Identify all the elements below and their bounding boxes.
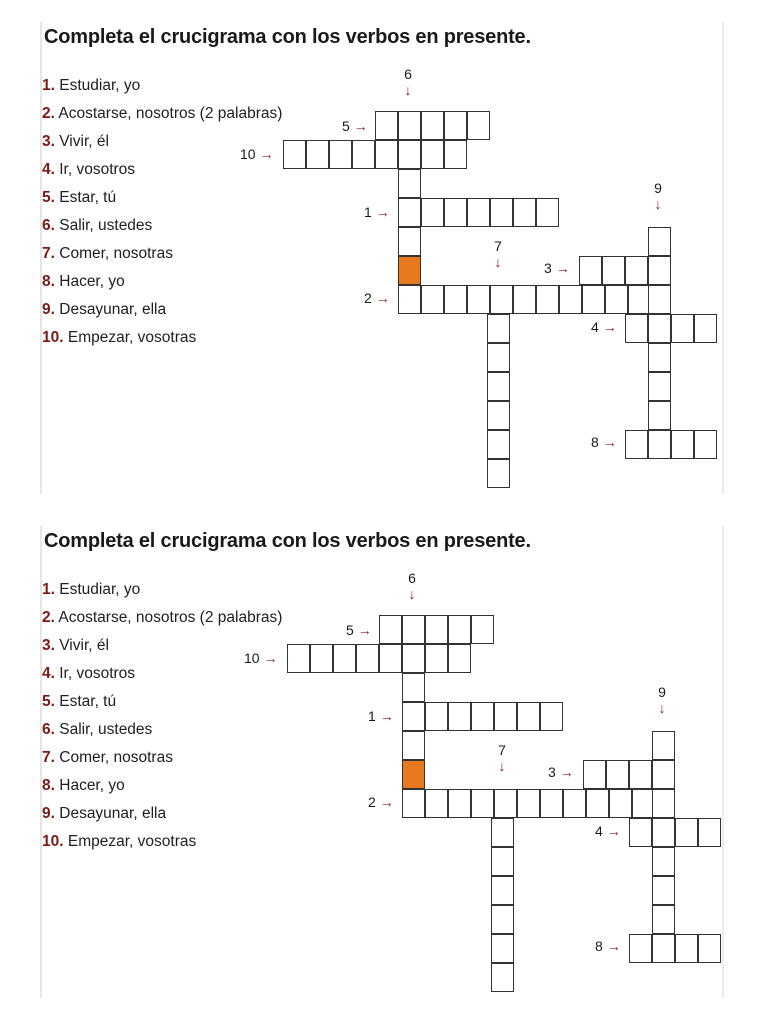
clue-item: [42, 158, 135, 182]
right-arrow-icon: →: [375, 204, 390, 220]
crossword-cell[interactable]: [559, 285, 582, 314]
crossword-cell[interactable]: [694, 430, 717, 459]
clue-7-label: 7 ↓: [491, 238, 505, 270]
clue-item: [42, 718, 152, 742]
crossword-cell[interactable]: [402, 615, 425, 644]
clue-item: [42, 102, 282, 126]
clue-number: 1.: [42, 77, 55, 94]
clue-text: Desayunar, ella: [59, 805, 167, 822]
crossword-cell[interactable]: [287, 644, 310, 673]
crossword-cell[interactable]: [448, 789, 471, 818]
crossword-cell[interactable]: [513, 285, 536, 314]
clue-7-label: 7 ↓: [495, 742, 509, 774]
crossword-cell[interactable]: [471, 702, 494, 731]
clue-4-label: 4 →: [595, 823, 621, 839]
clue-text: Vivir, él: [59, 637, 109, 654]
clue-text: Estar, tú: [59, 693, 117, 710]
crossword-cell[interactable]: [652, 876, 675, 905]
worksheet-copy-bottom: [40, 526, 724, 998]
clue-number: 1.: [42, 581, 55, 598]
crossword-cell[interactable]: [310, 644, 333, 673]
crossword-cell[interactable]: [444, 198, 467, 227]
right-arrow-icon: →: [353, 118, 368, 134]
crossword-cell[interactable]: [563, 789, 586, 818]
crossword-cell[interactable]: [652, 760, 675, 789]
crossword-cell-shaded: [398, 256, 421, 285]
crossword-cell[interactable]: [675, 934, 698, 963]
crossword-cell[interactable]: [398, 198, 421, 227]
right-arrow-icon: →: [602, 319, 617, 335]
clue-item: [42, 606, 282, 630]
right-arrow-icon: →: [259, 146, 274, 162]
crossword-cell[interactable]: [648, 256, 671, 285]
clue-item: [42, 634, 109, 658]
right-arrow-icon: →: [357, 622, 372, 638]
crossword-cell[interactable]: [467, 285, 490, 314]
clue-text: Comer, nosotras: [59, 245, 173, 262]
clue-9-label: 9 ↓: [655, 684, 669, 716]
crossword-cell[interactable]: [652, 818, 675, 847]
crossword-cell[interactable]: [402, 702, 425, 731]
crossword-cell[interactable]: [487, 459, 510, 488]
right-arrow-icon: →: [263, 650, 278, 666]
crossword-cell[interactable]: [398, 140, 421, 169]
clue-number: 10.: [42, 833, 64, 850]
crossword-cell[interactable]: [648, 372, 671, 401]
clue-number: 4.: [42, 161, 55, 178]
crossword-cell[interactable]: [694, 314, 717, 343]
worksheet-title: Completa el crucigrama con los verbos en presente.: [44, 26, 531, 48]
crossword-cell[interactable]: [517, 789, 540, 818]
crossword-cell[interactable]: [333, 644, 356, 673]
clue-text: Estudiar, yo: [59, 77, 141, 94]
crossword-cell[interactable]: [671, 314, 694, 343]
crossword-cell[interactable]: [491, 876, 514, 905]
right-arrow-icon: →: [375, 290, 390, 306]
clue-text: Estudiar, yo: [59, 581, 141, 598]
down-arrow-icon: ↓: [494, 254, 502, 270]
crossword-cell[interactable]: [421, 140, 444, 169]
crossword-cell[interactable]: [609, 789, 632, 818]
crossword-cell[interactable]: [536, 285, 559, 314]
crossword-cell[interactable]: [421, 285, 444, 314]
right-arrow-icon: →: [559, 764, 574, 780]
clue-item: [42, 186, 116, 210]
worksheet-title: Completa el crucigrama con los verbos en presente.: [44, 530, 531, 552]
right-arrow-icon: →: [606, 938, 621, 954]
clue-number: 7.: [42, 749, 55, 766]
clue-number: 7.: [42, 245, 55, 262]
clue-8-label: 8 →: [595, 938, 621, 954]
crossword-cell[interactable]: [283, 140, 306, 169]
clue-text: Hacer, yo: [59, 777, 125, 794]
clue-text: Hacer, yo: [59, 273, 125, 290]
crossword-cell[interactable]: [425, 789, 448, 818]
crossword-cell[interactable]: [540, 789, 563, 818]
clue-3-label: 3 →: [548, 764, 574, 780]
crossword-cell[interactable]: [487, 314, 510, 343]
clue-item: [42, 214, 152, 238]
crossword-cell[interactable]: [606, 760, 629, 789]
crossword-cell[interactable]: [698, 818, 721, 847]
crossword-cell[interactable]: [494, 702, 517, 731]
crossword-cell[interactable]: [648, 401, 671, 430]
clue-text: Empezar, vosotras: [67, 833, 197, 850]
clue-6-label: 6 ↓: [400, 66, 416, 98]
crossword-cell[interactable]: [583, 760, 606, 789]
crossword-cell[interactable]: [540, 702, 563, 731]
crossword-cell[interactable]: [398, 227, 421, 256]
crossword-cell[interactable]: [513, 198, 536, 227]
clue-number: 2.: [42, 105, 55, 122]
clue-number: 2.: [42, 609, 55, 626]
clue-text: Salir, ustedes: [59, 217, 153, 234]
crossword-cell[interactable]: [487, 343, 510, 372]
crossword-cell[interactable]: [629, 818, 652, 847]
crossword-cell[interactable]: [471, 615, 494, 644]
clue-number: 5.: [42, 693, 55, 710]
crossword-cell[interactable]: [448, 702, 471, 731]
crossword-cell[interactable]: [356, 644, 379, 673]
clue-text: Estar, tú: [59, 189, 117, 206]
crossword-cell[interactable]: [629, 760, 652, 789]
crossword-cell[interactable]: [444, 111, 467, 140]
crossword-cell[interactable]: [402, 731, 425, 760]
crossword-cell[interactable]: [491, 934, 514, 963]
clue-10-label: 10 →: [244, 650, 278, 666]
crossword-cell[interactable]: [425, 644, 448, 673]
crossword-cell[interactable]: [421, 111, 444, 140]
crossword-cell[interactable]: [536, 198, 559, 227]
right-arrow-icon: →: [602, 434, 617, 450]
worksheet-copy-top: [40, 22, 724, 494]
crossword-cell[interactable]: [625, 430, 648, 459]
crossword-cell[interactable]: [306, 140, 329, 169]
clue-item: [42, 298, 166, 322]
crossword-cell[interactable]: [471, 789, 494, 818]
clue-text: Comer, nosotras: [59, 749, 173, 766]
crossword-cell[interactable]: [491, 818, 514, 847]
clue-number: 3.: [42, 133, 55, 150]
clue-item: [42, 326, 196, 350]
crossword-cell[interactable]: [398, 285, 421, 314]
crossword-cell[interactable]: [487, 401, 510, 430]
clue-text: Acostarse, nosotros (2 palabras): [58, 609, 283, 626]
page-separator: [0, 500, 768, 524]
down-arrow-icon: ↓: [658, 700, 666, 716]
crossword-cell[interactable]: [629, 934, 652, 963]
clue-text: Desayunar, ella: [59, 301, 167, 318]
clue-number: 10.: [42, 329, 64, 346]
clue-1-label: 1 →: [368, 708, 394, 724]
crossword-cell[interactable]: [625, 314, 648, 343]
crossword-cell[interactable]: [579, 256, 602, 285]
crossword-cell[interactable]: [352, 140, 375, 169]
crossword-cell[interactable]: [491, 963, 514, 992]
clue-item: [42, 662, 135, 686]
crossword-cell[interactable]: [648, 227, 671, 256]
clue-number: 3.: [42, 637, 55, 654]
crossword-cell[interactable]: [379, 615, 402, 644]
crossword-cell[interactable]: [444, 285, 467, 314]
clue-item: [42, 690, 116, 714]
crossword-cell[interactable]: [648, 285, 671, 314]
clue-text: Ir, vosotros: [59, 665, 136, 682]
down-arrow-icon: ↓: [408, 586, 416, 602]
crossword-cell[interactable]: [652, 905, 675, 934]
crossword-cell[interactable]: [491, 905, 514, 934]
crossword-cell[interactable]: [379, 644, 402, 673]
clue-number: 6.: [42, 217, 55, 234]
crossword-cell[interactable]: [494, 789, 517, 818]
crossword-cell[interactable]: [402, 644, 425, 673]
clue-item: [42, 74, 140, 98]
clue-item: [42, 830, 196, 854]
crossword-cell[interactable]: [448, 615, 471, 644]
right-arrow-icon: →: [555, 260, 570, 276]
crossword-cell[interactable]: [625, 256, 648, 285]
crossword-cell[interactable]: [487, 372, 510, 401]
crossword-cell[interactable]: [490, 285, 513, 314]
clue-number: 8.: [42, 777, 55, 794]
right-arrow-icon: →: [379, 794, 394, 810]
crossword-cell[interactable]: [425, 702, 448, 731]
right-arrow-icon: →: [379, 708, 394, 724]
crossword-cell[interactable]: [652, 934, 675, 963]
clue-8-label: 8 →: [591, 434, 617, 450]
crossword-cell[interactable]: [398, 111, 421, 140]
crossword-cell[interactable]: [648, 430, 671, 459]
clue-text: Vivir, él: [59, 133, 109, 150]
clue-text: Salir, ustedes: [59, 721, 153, 738]
clue-10-label: 10 →: [240, 146, 274, 162]
crossword-cell[interactable]: [402, 673, 425, 702]
clue-3-label: 3 →: [544, 260, 570, 276]
crossword-cell[interactable]: [398, 169, 421, 198]
right-arrow-icon: →: [606, 823, 621, 839]
crossword-cell[interactable]: [671, 430, 694, 459]
clue-text: Acostarse, nosotros (2 palabras): [58, 105, 283, 122]
crossword-cell[interactable]: [517, 702, 540, 731]
clue-5-label: 5 →: [342, 118, 368, 134]
clue-text: Empezar, vosotras: [67, 329, 197, 346]
clue-2-label: 2 →: [368, 794, 394, 810]
crossword-cell[interactable]: [375, 140, 398, 169]
crossword-cell[interactable]: [444, 140, 467, 169]
clue-9-label: 9 ↓: [651, 180, 665, 212]
clue-item: [42, 802, 166, 826]
crossword-cell[interactable]: [698, 934, 721, 963]
crossword-cell[interactable]: [491, 847, 514, 876]
crossword-cell[interactable]: [402, 789, 425, 818]
down-arrow-icon: ↓: [404, 82, 412, 98]
crossword-cell[interactable]: [586, 789, 609, 818]
crossword-cell[interactable]: [448, 644, 471, 673]
crossword-cell[interactable]: [375, 111, 398, 140]
clue-number: 9.: [42, 805, 55, 822]
crossword-cell[interactable]: [652, 731, 675, 760]
clue-item: [42, 270, 125, 294]
clue-number: 9.: [42, 301, 55, 318]
crossword-cell[interactable]: [421, 198, 444, 227]
crossword-cell[interactable]: [490, 198, 513, 227]
clue-item: [42, 746, 173, 770]
clue-text: Ir, vosotros: [59, 161, 136, 178]
clue-item: [42, 578, 140, 602]
clue-number: 6.: [42, 721, 55, 738]
crossword-cell[interactable]: [602, 256, 625, 285]
crossword-cell-shaded: [402, 760, 425, 789]
crossword-cell[interactable]: [582, 285, 605, 314]
clue-number: 8.: [42, 273, 55, 290]
down-arrow-icon: ↓: [654, 196, 662, 212]
clue-item: [42, 242, 173, 266]
crossword-cell[interactable]: [648, 343, 671, 372]
clue-item: [42, 774, 125, 798]
crossword-cell[interactable]: [487, 430, 510, 459]
crossword-cell[interactable]: [675, 818, 698, 847]
clue-2-label: 2 →: [364, 290, 390, 306]
clue-5-label: 5 →: [346, 622, 372, 638]
crossword-cell[interactable]: [605, 285, 628, 314]
down-arrow-icon: ↓: [498, 758, 506, 774]
clue-6-label: 6 ↓: [404, 570, 420, 602]
clue-number: 4.: [42, 665, 55, 682]
crossword-cell[interactable]: [652, 847, 675, 876]
crossword-cell[interactable]: [648, 314, 671, 343]
crossword-cell[interactable]: [425, 615, 448, 644]
crossword-cell[interactable]: [467, 111, 490, 140]
clue-1-label: 1 →: [364, 204, 390, 220]
crossword-cell[interactable]: [467, 198, 490, 227]
clue-4-label: 4 →: [591, 319, 617, 335]
crossword-cell[interactable]: [329, 140, 352, 169]
crossword-cell[interactable]: [652, 789, 675, 818]
clue-number: 5.: [42, 189, 55, 206]
clue-item: [42, 130, 109, 154]
